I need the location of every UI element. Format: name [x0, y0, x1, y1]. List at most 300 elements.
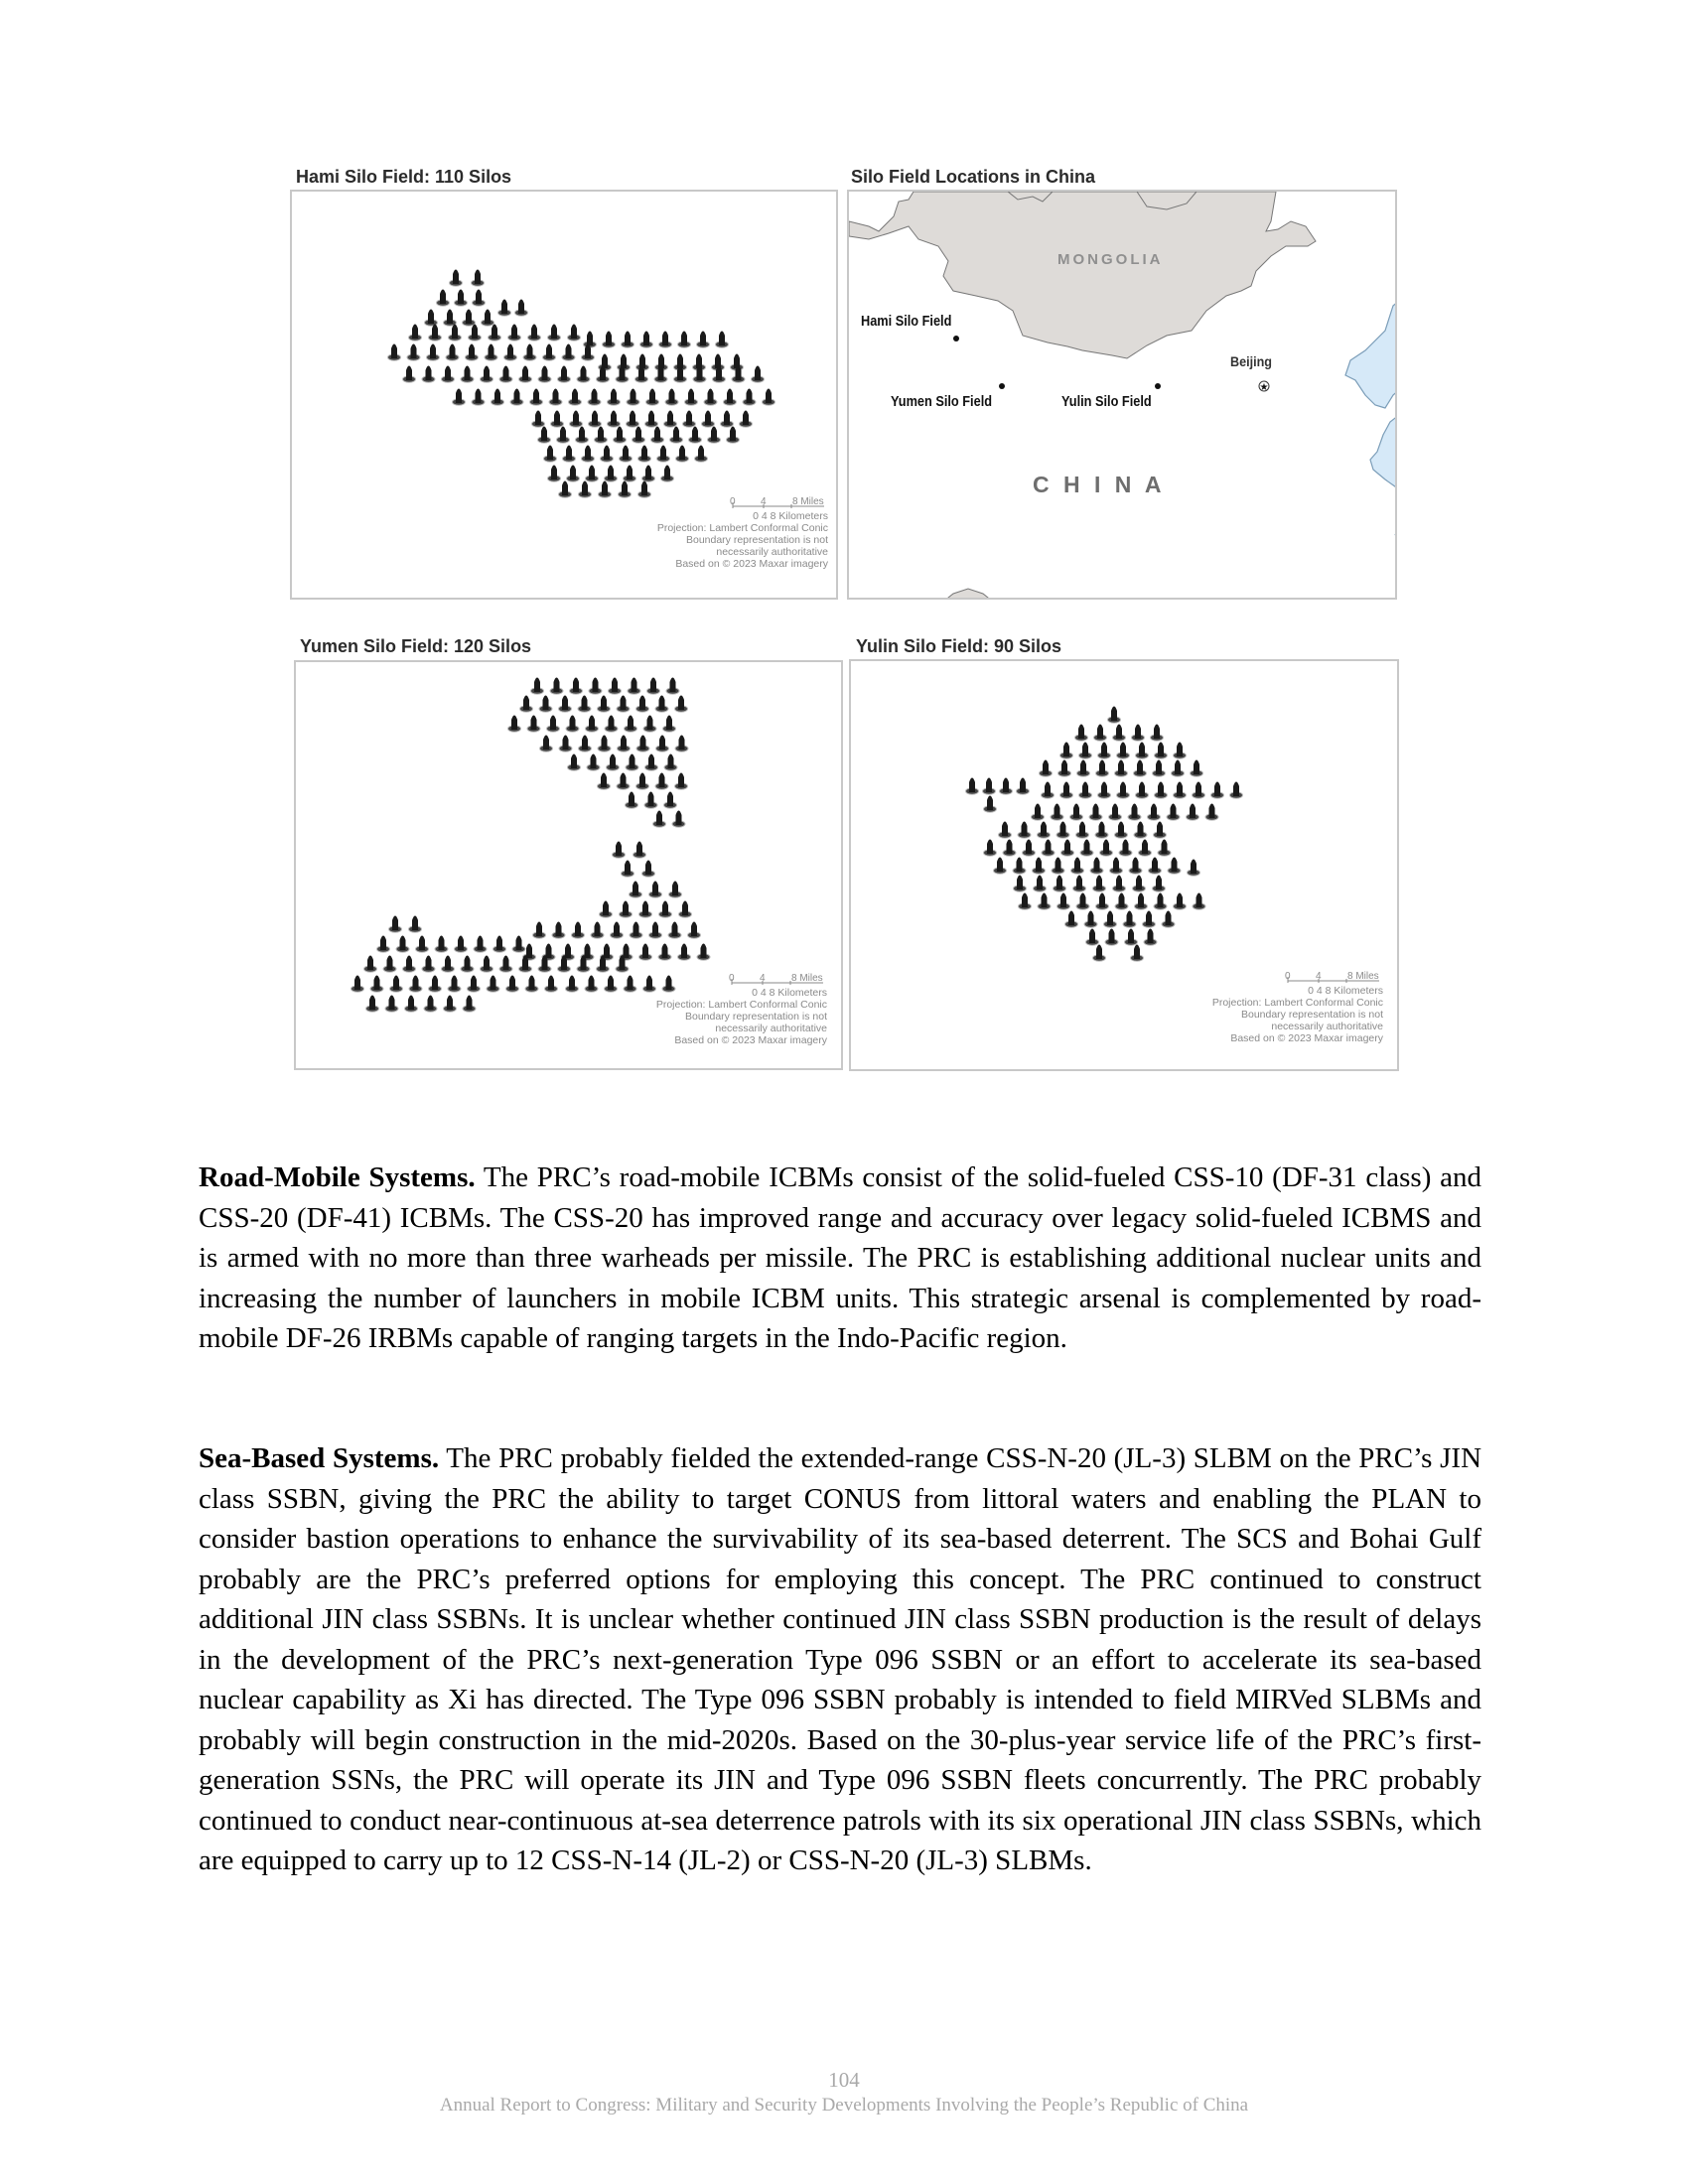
silo-icon [1090, 858, 1103, 875]
silo-icon [543, 344, 556, 361]
silo-icon [1084, 911, 1097, 928]
silo-icon [453, 389, 466, 406]
silo-icon [1052, 858, 1064, 875]
silo-icon [984, 796, 997, 813]
scale-km-label: 0 4 8 Kilometers [752, 987, 827, 999]
silo-icon [598, 736, 611, 752]
scale-bar [629, 971, 827, 987]
silo-icon [1131, 945, 1144, 962]
silo-icon [1162, 911, 1175, 928]
silo-icon [586, 716, 599, 733]
silo-icon [548, 466, 561, 482]
boundary-note: Boundary representation is not [1240, 1009, 1383, 1021]
silo-icon [1110, 858, 1123, 875]
silo-icon [1038, 822, 1051, 839]
silo-icon [498, 300, 511, 317]
silo-icon [545, 976, 558, 993]
silo-icon [655, 696, 668, 713]
road-mobile-heading: Road-Mobile Systems. [199, 1161, 476, 1193]
silo-icon [588, 389, 601, 406]
yulin-silo-map [849, 659, 1399, 1071]
silo-icon [547, 716, 560, 733]
silo-icon [644, 792, 657, 809]
boundary-note-cont: necessarily authoritative [1271, 1021, 1383, 1032]
silo-icon [572, 922, 585, 939]
silo-icon [657, 446, 670, 463]
silo-icon [1032, 804, 1045, 821]
silo-icon [1058, 760, 1071, 777]
beijing-label: Beijing [1230, 353, 1273, 369]
silo-icon [763, 389, 775, 406]
silo-icon [403, 366, 416, 383]
silo-icon [389, 916, 402, 933]
sea-based-text: The PRC probably fielded the extended-range CSS-N-20 (JL-3) SLBM on the PRC’s JIN class SSBN, giving the PRC the ability to target CONUS from littoral waters and enabling the PLAN to consider bastion operations to enhance the survivability of its sea-based deterrent. The SCS and Bohai Gulf probably are the PRC’s preferred options for employing this concept. The PRC continued to construct additional JIN class SSBNs. It is unclear whether continued JIN class SSBN production is the result of delays in the development of the PRC’s next-generation Type 096 SSBN or an effort to accelerate its sea-based nuclear capability as Xi has directed. The Type 096 SSBN probably is intended to field MIRVed SLBMs and probably will begin construction in the mid-2020s. Based on the 30-plus-year service life of the PRC’s first-generation SSNs, the PRC will operate its JIN and Type 096 SSBN fleets concurrently. The PRC probably continued to conduct near-continuous at-sea deterrence patrols with its six operational JIN class SSBNs, which are equipped to carry up to 12 CSS-N-14 (JL-2) or CSS-N-20 (JL-3) SLBMs. [199, 1442, 1482, 1876]
silo-icon [532, 411, 545, 428]
silo-icon [994, 858, 1007, 875]
silo-icon [695, 446, 708, 463]
silo-icon [656, 736, 669, 752]
silo-icon [1003, 840, 1016, 857]
sea-based-paragraph [199, 1438, 1481, 1881]
silo-icon [1125, 929, 1138, 946]
silo-icon [661, 466, 674, 482]
silo-icon [617, 773, 630, 790]
silo-icon [647, 678, 660, 695]
silo-icon [685, 389, 698, 406]
silo-icon [461, 366, 474, 383]
silo-icon [1143, 911, 1156, 928]
silo-icon [548, 325, 561, 341]
silo-icon [598, 696, 611, 713]
silo-icon [533, 922, 546, 939]
silo-icon [1079, 743, 1092, 759]
silo-icon [1071, 858, 1084, 875]
silo-icon [591, 922, 604, 939]
boundary-note-cont: necessarily authoritative [716, 546, 828, 558]
silo-icon [1061, 840, 1074, 857]
silo-icon [639, 901, 652, 918]
svg-text:0: 0 [729, 973, 735, 984]
silo-icon [449, 325, 462, 341]
silo-icon [1132, 725, 1145, 742]
silo-icon [1060, 782, 1073, 799]
silo-icon [638, 446, 651, 463]
silo-icon [966, 778, 979, 795]
silo-icon [568, 754, 581, 771]
silo-icon [442, 366, 455, 383]
silo-icon [468, 976, 481, 993]
silo-icon [1115, 822, 1128, 839]
silo-icon [1174, 782, 1187, 799]
silo-icon [1193, 893, 1205, 910]
silo-icon [487, 976, 499, 993]
silo-icon [1077, 760, 1090, 777]
silo-icon [463, 310, 476, 327]
silo-icon [570, 678, 583, 695]
silo-icon [1153, 876, 1166, 892]
silo-icon [605, 466, 618, 482]
silo-icon [1123, 911, 1136, 928]
scale-km-label: 0 4 8 Kilometers [753, 510, 828, 522]
boundary-note: Boundary representation is not [684, 1011, 827, 1023]
silo-icon [653, 811, 666, 828]
hami-scale-legend [630, 494, 828, 570]
silo-icon [1095, 822, 1108, 839]
silo-icon [508, 325, 521, 341]
silo-icon [649, 882, 662, 898]
silo-icon [589, 411, 602, 428]
scale-bar [1185, 969, 1383, 985]
silo-locations-map [847, 190, 1397, 600]
boundary-note: Boundary representation is not [685, 534, 828, 546]
silo-icon [1168, 858, 1181, 875]
silo-icon [461, 956, 474, 973]
silo-icon [1205, 804, 1218, 821]
silo-icon [1018, 822, 1031, 839]
silo-icon [649, 922, 662, 939]
projection-note: Projection: Lambert Conformal Conic [656, 522, 828, 534]
silo-icon [609, 678, 622, 695]
silo-icon [1065, 911, 1078, 928]
silo-icon [510, 389, 523, 406]
silo-icon [626, 792, 638, 809]
silo-icon [1155, 782, 1168, 799]
silo-icon [607, 754, 620, 771]
silo-icon [651, 427, 664, 444]
silo-icon [708, 427, 721, 444]
silo-icon [481, 366, 493, 383]
silo-icon [493, 936, 506, 953]
silo-icon [1093, 876, 1106, 892]
silo-icon [1133, 876, 1146, 892]
silo-icon [435, 936, 448, 953]
yumen-scale-legend [629, 971, 827, 1046]
silo-icon [704, 389, 717, 406]
silo-icon [620, 446, 633, 463]
silo-icon [1135, 893, 1148, 910]
silo-icon [727, 427, 740, 444]
silo-icon [743, 389, 756, 406]
silo-icon [664, 754, 677, 771]
sea-based-heading: Sea-Based Systems. [199, 1442, 440, 1474]
scale-bar [630, 494, 828, 510]
silo-icon [1093, 945, 1106, 962]
silo-icon [702, 411, 715, 428]
silo-icon [675, 773, 688, 790]
silo-icon [538, 366, 551, 383]
yumen-site-marker [999, 383, 1005, 389]
silo-icon [628, 678, 640, 695]
page-number: 104 [828, 2068, 860, 2092]
silo-icon [675, 736, 688, 752]
silo-icon [1136, 743, 1149, 759]
svg-text:8 Miles: 8 Miles [1347, 971, 1379, 982]
mongolia-shape [849, 192, 1316, 358]
silo-icon [442, 956, 455, 973]
silo-icon [530, 389, 543, 406]
silo-icon [1100, 840, 1113, 857]
silo-icon [622, 332, 634, 348]
silo-icon [1115, 893, 1128, 910]
silo-icon [437, 290, 450, 307]
projection-note: Projection: Lambert Conformal Conic [655, 999, 827, 1011]
silo-icon [1038, 893, 1051, 910]
report-title-footer: Annual Report to Congress: Military and Security Developments Involving the People’s Republic of China [439, 2095, 1249, 2116]
silo-icon [1139, 840, 1152, 857]
silo-icon [551, 411, 564, 428]
silo-icon [499, 366, 512, 383]
silo-icon [405, 996, 418, 1013]
silo-icon [446, 344, 459, 361]
silo-icon [585, 976, 598, 993]
silo-icon [566, 716, 579, 733]
silo-icon [672, 811, 685, 828]
silo-icon [679, 901, 692, 918]
silo-icon [474, 936, 487, 953]
silo-icon [512, 936, 525, 953]
silo-icon [587, 754, 600, 771]
silo-icon [678, 944, 691, 961]
silo-icon [444, 310, 457, 327]
silo-icon [675, 696, 688, 713]
silo-icon [1042, 840, 1055, 857]
yulin-scale-legend [1185, 969, 1383, 1044]
silo-icon [396, 936, 409, 953]
silo-icon [666, 678, 679, 695]
silo-icon [562, 344, 575, 361]
silo-icon [1000, 778, 1013, 795]
silo-icon [688, 922, 701, 939]
imagery-source: Based on © 2023 Maxar imagery [1230, 1032, 1383, 1044]
svg-text:8 Miles: 8 Miles [791, 973, 823, 984]
svg-text:4: 4 [761, 496, 767, 507]
silo-icon [523, 344, 536, 361]
silo-icon [626, 754, 638, 771]
silo-icon [642, 861, 655, 878]
silo-icon [482, 310, 494, 327]
silo-icon [579, 481, 592, 498]
silo-icon [1042, 782, 1055, 799]
silo-icon [1154, 822, 1167, 839]
silo-icon [1128, 804, 1141, 821]
silo-icon [655, 773, 668, 790]
silo-icon [1098, 743, 1111, 759]
silo-icon [409, 325, 422, 341]
silo-icon [506, 976, 519, 993]
silo-icon [1079, 782, 1092, 799]
silo-icon [595, 427, 608, 444]
silo-icon [1230, 782, 1243, 799]
silo-icon [663, 716, 676, 733]
silo-icon [366, 996, 379, 1013]
silo-icon [645, 411, 658, 428]
silo-icon [669, 882, 682, 898]
hami-silo-map [290, 190, 838, 600]
silo-icon [999, 822, 1012, 839]
yulin-panel-title: Yulin Silo Field: 90 Silos [856, 636, 1062, 656]
silo-icon [640, 332, 653, 348]
silo-icon [1060, 743, 1073, 759]
silo-icon [352, 976, 364, 993]
silo-icon [472, 270, 485, 287]
silo-icon [613, 842, 626, 859]
silo-icon [450, 270, 463, 287]
silo-icon [1129, 858, 1142, 875]
silo-icon [608, 389, 621, 406]
silo-icon [633, 427, 645, 444]
silo-icon [721, 411, 734, 428]
silo-icon [1191, 760, 1203, 777]
silo-icon [364, 956, 377, 973]
silo-icon [1117, 743, 1130, 759]
silo-icon [429, 976, 442, 993]
svg-text:8 Miles: 8 Miles [792, 496, 824, 507]
silo-icon [1098, 782, 1111, 799]
silo-icon [670, 427, 683, 444]
mongolia-label: MONGOLIA [1057, 251, 1164, 268]
silo-icon [1151, 725, 1164, 742]
silo-icon [409, 976, 422, 993]
silo-icon [608, 411, 621, 428]
svg-text:4: 4 [760, 973, 766, 984]
silo-icon [678, 332, 691, 348]
silo-icon [1054, 876, 1066, 892]
imagery-source: Based on © 2023 Maxar imagery [674, 1034, 827, 1046]
silo-icon [538, 427, 551, 444]
silo-icon [1056, 822, 1069, 839]
hami-site-label: Hami Silo Field [861, 313, 952, 330]
silo-icon [531, 678, 544, 695]
silo-icon [455, 936, 468, 953]
imagery-source: Based on © 2023 Maxar imagery [675, 558, 828, 570]
silo-icon [646, 389, 659, 406]
silo-icon [552, 922, 565, 939]
silo-icon [622, 861, 634, 878]
silo-icon [481, 956, 493, 973]
silo-icon [983, 778, 996, 795]
silo-icon [1096, 760, 1109, 777]
silo-icon [603, 332, 616, 348]
silo-icon [563, 446, 576, 463]
silo-icon [528, 325, 541, 341]
scale-km-label: 0 4 8 Kilometers [1308, 985, 1383, 997]
silo-icon [1187, 804, 1199, 821]
svg-text:4: 4 [1316, 971, 1322, 982]
silo-icon [724, 389, 737, 406]
silo-icon [527, 716, 540, 733]
silo-icon [1174, 893, 1187, 910]
silo-icon [589, 678, 602, 695]
silo-icon [1089, 804, 1102, 821]
yulin-site-marker [1155, 383, 1161, 389]
road-mobile-paragraph [199, 1158, 1481, 1359]
china-label: C H I N A [1033, 472, 1166, 497]
silo-icon [639, 944, 652, 961]
silo-icon [601, 446, 614, 463]
road-mobile-text: The PRC’s road-mobile ICBMs consist of the solid-fueled CSS-10 (DF-31 class) and CSS-20 (DF-41) ICBMs. The CSS-20 has improved range and accuracy over legacy solid-fueled ICBMS and is armed with no more than three warheads per missile. The PRC is establishing additional nuclear units and increasing the number of launchers in mobile ICBM units. This strategic arsenal is complemented by road-mobile DF-26 IRBMs capable of ranging targets in the Indo-Pacific region. [199, 1161, 1482, 1354]
silo-icon [1033, 858, 1046, 875]
silo-icon [1076, 822, 1089, 839]
silo-icon [383, 956, 396, 973]
projection-note: Projection: Lambert Conformal Conic [1211, 997, 1383, 1009]
silo-icon [1158, 840, 1171, 857]
silo-icon [416, 936, 429, 953]
silo-icon [1144, 929, 1157, 946]
silo-icon [520, 696, 533, 713]
silo-icon [550, 678, 563, 695]
silo-icon [697, 944, 710, 961]
silo-icon [570, 411, 583, 428]
yellow-sea-water [1370, 415, 1397, 489]
locations-panel-title: Silo Field Locations in China [851, 167, 1096, 187]
silo-icon [540, 736, 553, 752]
silo-icon [659, 901, 672, 918]
boundary-note-cont: necessarily authoritative [715, 1023, 827, 1034]
silo-icon [525, 976, 538, 993]
silo-icon [504, 344, 517, 361]
silo-icon [499, 956, 512, 973]
silo-icon [676, 446, 689, 463]
silo-icon [1105, 929, 1118, 946]
silo-icon [429, 325, 442, 341]
yulin-site-label: Yulin Silo Field [1061, 393, 1152, 410]
silo-icon [1174, 743, 1187, 759]
silo-icon [388, 344, 401, 361]
silo-icon [643, 716, 656, 733]
silo-icon [1154, 893, 1167, 910]
svg-text:0: 0 [730, 496, 736, 507]
silo-icon [633, 842, 646, 859]
silo-icon [557, 427, 570, 444]
silo-icon [627, 389, 639, 406]
silo-icon [578, 696, 591, 713]
silo-icon [466, 344, 479, 361]
silo-icon [1136, 782, 1149, 799]
silo-icon [582, 446, 595, 463]
silo-icon [1119, 840, 1132, 857]
silo-icon [689, 427, 702, 444]
silo-icon [566, 976, 579, 993]
silo-icon [485, 344, 497, 361]
silo-icon [489, 325, 501, 341]
silo-icon [1019, 893, 1032, 910]
hami-panel-title: Hami Silo Field: 110 Silos [296, 167, 512, 187]
silo-icon [668, 922, 681, 939]
silo-icon [422, 366, 435, 383]
silo-icon [617, 696, 630, 713]
silo-icon [424, 996, 437, 1013]
coast-fragment [1395, 534, 1397, 541]
silo-icon [636, 736, 649, 752]
silo-icon [645, 754, 658, 771]
yumen-site-label: Yumen Silo Field [891, 393, 993, 410]
silo-icon [455, 290, 468, 307]
silo-icon [1073, 876, 1086, 892]
silo-icon [664, 792, 677, 809]
silo-icon [636, 696, 649, 713]
silo-icon [422, 956, 435, 973]
silo-icon [1080, 840, 1093, 857]
silo-icon [1013, 858, 1026, 875]
silo-icon [1172, 760, 1185, 777]
silo-icon [620, 901, 633, 918]
silo-icon [1193, 782, 1205, 799]
silo-icon [611, 922, 624, 939]
silo-icon [559, 481, 572, 498]
silo-icon [403, 956, 416, 973]
silo-icon [1094, 725, 1107, 742]
silo-icon [1153, 760, 1166, 777]
